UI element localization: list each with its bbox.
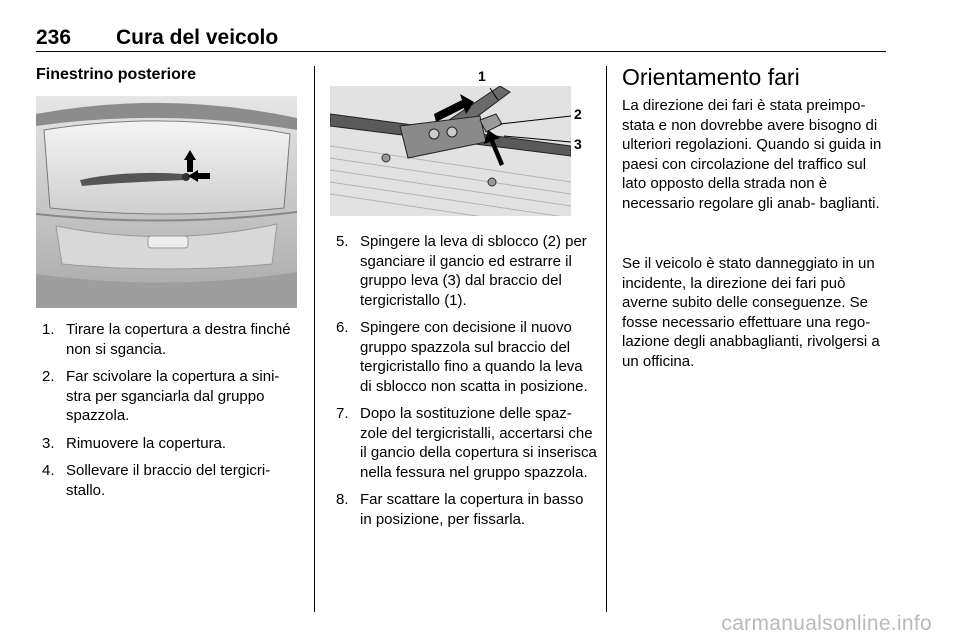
chapter-title: Cura del veicolo [116,26,279,49]
step-text: Rimuovere la copertura. [66,434,227,452]
list-item [42,320,302,359]
list-item [336,232,598,310]
list-item [336,404,598,482]
step-text: Far scattare la copertura in basso in posizione, per fissarla. [360,491,584,528]
paragraph: Se il veicolo è stato danneggiato in un incidente, la direzione dei fari può averne subito delle conseguenze. Se fosse necessario effettuare una rego- lazione degli anabbaglianti, rivolgersi a un officina. [622,255,880,370]
step-text: Sollevare il braccio del tergicri- stallo. [66,462,271,499]
page-header [36,22,886,52]
step-text: Tirare la copertura a destra finché non si sgancia. [66,321,291,358]
callout-2: 2 [574,106,582,122]
rear-tailgate-drawing [36,96,297,308]
step-number: 2. [42,368,55,385]
step-text: Spingere con decisione il nuovo gruppo spazzola sul braccio del tergicristallo fino a quando la leva di sblocco non scatta in posizione. [360,319,588,395]
rear-window-illustration [36,96,297,308]
callout-1: 1 [478,68,486,84]
header-divider [36,51,886,52]
callout-3: 3 [574,136,582,152]
list-item [42,461,302,500]
step-number: 7. [336,405,349,422]
column-divider-left [314,66,315,612]
wiper-arm-illustration [330,86,571,216]
section-title: Finestrino posteriore [36,66,197,83]
section-heading: Orientamento fari [622,64,800,90]
step-number: 4. [42,462,55,479]
step-text: Dopo la sostituzione delle spaz- zole del tergicristalli, accertarsi che il gancio della copertura si inserisca nella fessura nel gruppo spazzola. [360,405,597,481]
page-number: 236 [36,26,72,49]
column-divider-right [606,66,607,612]
step-number: 6. [336,319,349,336]
step-text: Spingere la leva di sblocco (2) per sganciare il gancio ed estrarre il gruppo leva (3) dal braccio del tergicristallo (1). [360,233,587,309]
step-text: Far scivolare la copertura a sini- stra per sganciarla dal gruppo spazzola. [66,368,280,424]
step-number: 5. [336,233,349,250]
list-item [336,318,598,396]
step-number: 3. [42,434,55,452]
list-item [42,434,302,454]
paragraph: La direzione dei fari è stata preimpo- stata e non dovrebbe avere bisogno di ulteriori regolazioni. Quando si guida in paesi con circolazione del traffico sul lato opposto della strada non è necessario regolare gli anab- baglianti. [622,97,882,212]
list-item [336,490,598,529]
watermark-text: carmanualsonline.info [721,612,932,635]
steps-list-middle [336,232,598,537]
step-number: 8. [336,491,349,508]
step-number: 1. [42,321,55,338]
wiper-arm-drawing [330,86,571,216]
list-item [42,367,302,426]
steps-list-left [42,320,302,508]
